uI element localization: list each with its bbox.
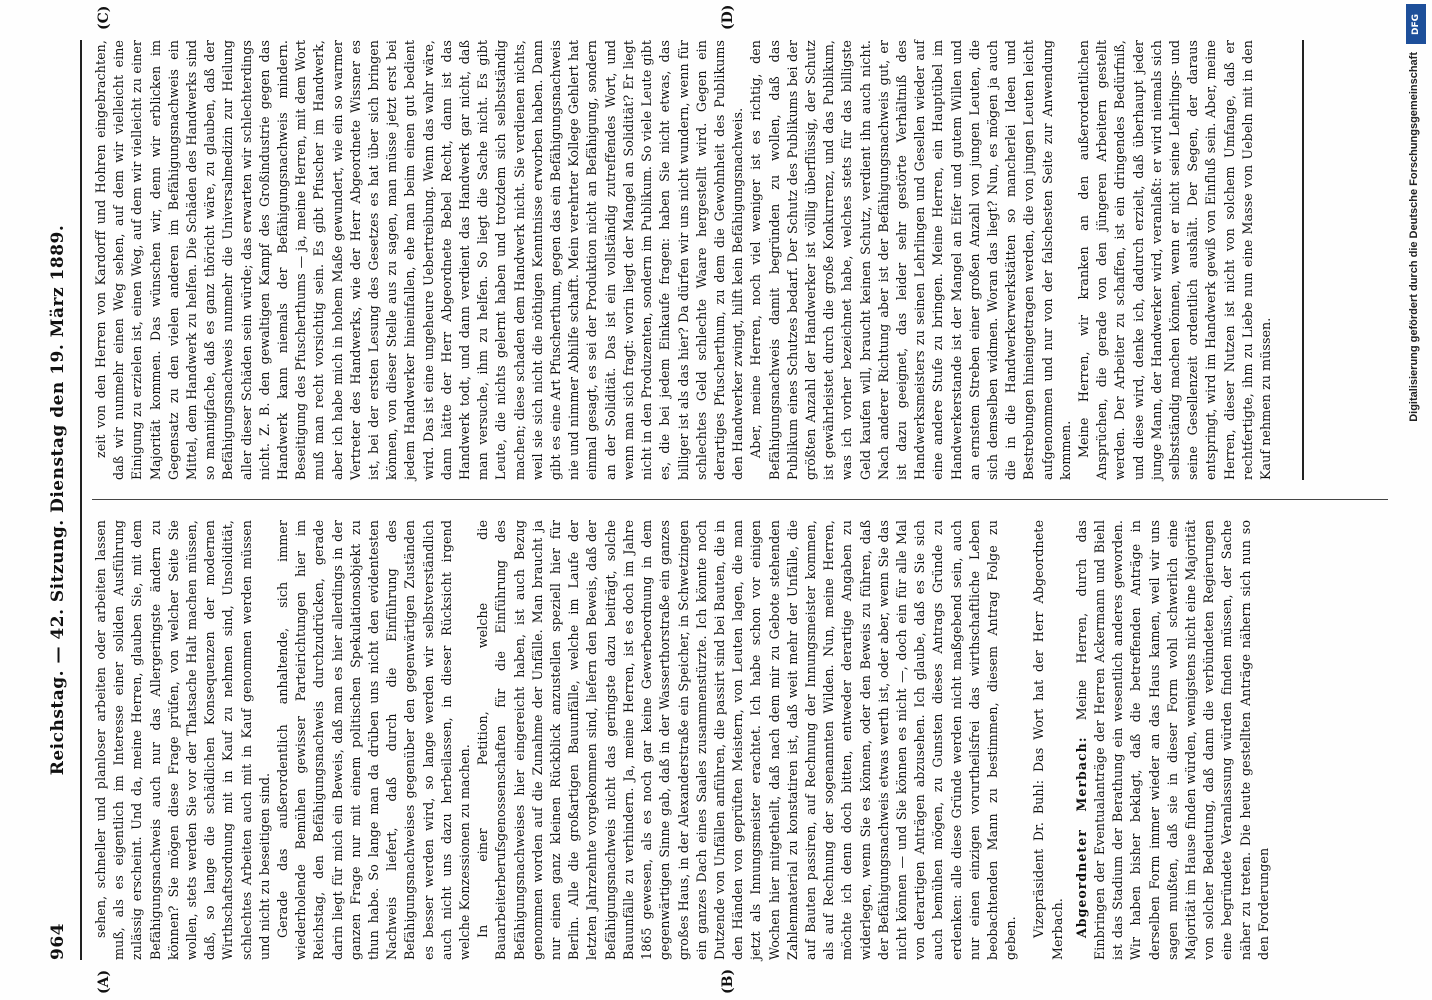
vice-president-announcement: Vizepräsident Dr. Buhl: Das Wort hat der Herr Abgeordnete Merbach. bbox=[1031, 520, 1065, 960]
header-rule bbox=[80, 40, 82, 960]
left-paragraph-2: Gerade das außerordentlich anhaltende, sich immer wiederholende Bemühen gewisser Parteirichtungen hier im Reichstag, den Befähigungsnachweis durchzudrücken, gerade darin liegt für mich ein Beweis, daß man es hier allerdings in der ganzen Frage nur mit einem politischen Spekulationsobjekt zu thun habe. So lange man da drüben uns nicht den evidentesten Nachweis liefert, daß durch die Einführung des Befähigungsnachweises gegenüber den gegenwärtigen Zuständen es besser werden wird, so lange werden wir selbstverständlich auch nicht uns dazu herbeilassen, in dieser Rücksicht irgend welche Konzessionen zu machen. bbox=[275, 520, 473, 960]
dfg-sidebar bbox=[1402, 0, 1432, 1000]
right-paragraph-1: zeit von den Herren von Kardorff und Hohren eingebrachten, daß wir nunmehr einen Weg sehen, auf dem wir vielleicht eine Einigung zu erzielen ist, einen Weg, auf dem wir vielleicht zu einer Majorität kommen. Das wünschen wir, denn wir erblicken im Gegensatz zu den vielen anderen im Befähigungsnachweis ein Mittel, dem Handwerk zu helfen. Die Schäden des Handwerks sind so mannigfache, daß es ganz thöricht wäre, zu glauben, daß der Befähigungsnachweis nunmehr die Universalmedizin zur Heilung aller dieser Schäden sein würde; das erwarten wir schlechterdings nicht. Z. B. den gewaltigen Kampf des Großindustrie gegen das Handwerk kann niemals der Befähigungsnachweis mindern. Beseitigung des Pfuscherthums — ja, meine Herren, mit dem Wort muß man recht vorsichtig sein. Es gibt Pfuscher im Handwerk, aber ich habe mich in hohem Maße gewundert, wie ein so warmer Vertreter des Handwerks, wie der Herr Abgeordnete Wissner es ist, bei der ersten Lesung des Gesetzes es hat über sich bringen können, von dieser Stelle aus zu sagen, man müsse jetzt erst bei jedem Handwerker hineinfallen, ehe man beim einen gut bedient wird. Das ist eine ungeheure Uebertreibung. Wenn das wahr wäre, dann hätte der Herr Abgeordnete Bebel Recht, dann ist das Handwerk todt, und dann verdient das Handwerk gar nicht, daß man versuche, ihm zu helfen. So liegt die Sache nicht. Es gibt Leute, die nichts gelernt haben und trotzdem sich selbstständig machen; diese schaden dem Handwerk nicht. Sie verdienen nichts, weil sie sich nicht die nöthigen Kenntnisse erworben haben. Dann gibt es eine Art Pfuscherthum, gegen das ein Befähigungsnachweis nie und nimmer Abhilfe schafft. Mein verehrter Kollege Gehlert hat einmal gesagt, es sei der Produktion nicht an Befähigung, sondern an der Solidität. Das ist ein vollständig zutreffendes Wort, und wenn man sich fragt: worin liegt der Mangel an Solidität? Er liegt nicht in den Produzenten, sondern im Publikum. So viele Leute gibt es, die bei jedem Einkaufe fragen: haben Sie nicht etwas, das billiger ist als das hier? Da dürfen wir uns nicht wundern, wenn für schlechtes Geld schlechte Waare hergestellt wird. Gegen ein derartiges Pfuscherthum, zu dem die Gewohnheit des Publikums den Handwerker zwingt, hilft kein Befähigungsnachweis. bbox=[93, 40, 746, 480]
right-column bbox=[92, 40, 1275, 480]
dfg-logo: DFG bbox=[1406, 4, 1426, 44]
page-number: 964 bbox=[48, 923, 68, 960]
digitization-credit: Digitalisierung gefördert durch die Deutsche Forschungsgemeinschaft bbox=[1408, 52, 1420, 422]
left-column bbox=[92, 520, 1273, 960]
speaker-name: Abgeordneter Merbach: bbox=[1073, 736, 1089, 938]
margin-marker-c: (C) bbox=[96, 5, 112, 30]
margin-marker-a: (A) bbox=[96, 969, 112, 994]
right-paragraph-3: Meine Herren, wir kranken an den außerordentlichen Ansprüchen, die gerade von den jüngeren Arbeitern gestellt werden. Der Arbeiter zu schaffen, ist ein dringendes Bedürfniß, und diese wird, denke ich, dadurch erzielt, daß überhaupt jeder junge Mann, der Handwerker wird, veranlaßt: er wird niemals sich selbstständig machen können, wenn er nicht seine Lehrlings- und seine Gesellenzeit ordentlich aushält. Der Segen, der daraus entspringt, wird im Handwerk gewiß von Einfluß sein. Aber, meine Herren, dieser Nutzen ist nicht von solchem Umfange, daß er rechtfertigte, ihm zu Liebe nun eine Masse von Uebeln mit in den Kauf nehmen zu müssen. bbox=[1075, 40, 1273, 480]
running-title: Reichstag. — 42. Sitzung. Dienstag den 19. März 1889. bbox=[48, 224, 68, 776]
speaker-paragraph bbox=[1073, 520, 1273, 960]
page-header bbox=[48, 40, 78, 960]
margin-marker-b: (B) bbox=[720, 968, 736, 994]
column-divider bbox=[92, 499, 1388, 500]
left-paragraph-1: sehen, schneller und planloser arbeiten oder arbeiten lassen muß, als es eigentlich im Interesse einer soliden Ausführung zulässig erscheint. Und da, meine Herren, glauben Sie, mit dem Befähigungsnachweis auch nur das Allergeringste ändern zu können? Sie mögen diese Frage prüfen, von welcher Seite Sie wollen, stets werden Sie vor der Thatsache Halt machen müssen, daß, so lange die schädlichen Konsequenzen der modernen Wirthschaftsordnung mit in Kauf zu nehmen sind, Unsolidität, schlechtes Arbeiten auch mit in Kauf genommen werden müssen und nicht zu beseitigen sind. bbox=[93, 520, 272, 960]
margin-marker-d: (D) bbox=[720, 4, 736, 30]
right-paragraph-2: Aber, meine Herren, noch viel weniger ist es richtig, den Befähigungsnachweis damit begründen zu wollen, daß das Publikum eines Schutzes bedarf. Der Schutz des Publikums bei der größten Anzahl der Handwerker ist völlig überflüssig, der Schutz ist gewährleistet durch die große Konkurrenz, und das Publikum, was ich vorher bezeichnet habe, welches stets für das billigste Geld kaufen will, braucht keinen Schutz, verdient ihn auch nicht. Nach anderer Richtung aber ist der Befähigungsnachweis gut, er ist dazu geeignet, das leider sehr gestörte Verhältniß des Handwerksmeisters zu seinen Lehrlingen und Gesellen wieder auf eine andere Stufe zu bringen. Meine Herren, ein Hauptübel im Handwerkerstande ist der Mangel an Eifer und gutem Willen und an ernstem Streben einer großen Anzahl von jungen Leuten, die sich demselben widmen. Woran das liegt? Nun, es mögen ja auch die in die Handwerkerwerkstätten so mancherlei Ideen und Bestrebungen hineingetragen werden, die von jungen Leuten leicht aufgenommen und nur von der falschesten Seite zur Anwendung kommen. bbox=[748, 40, 1073, 480]
left-paragraph-4: Meine Herren, durch das Einbringen der Eventualanträge der Herren Ackermann und Biehl ist das Stadium der Berathung ein wesentlich anderes geworden. Wir haben bisher beklagt, daß die betreffenden Anträge in derselben Form immer wieder an das Haus kamen, weil wir uns sagen mußten, daß sie in dieser Form wohl schwerlich eine Majorität im Hause finden würden, wenigstens nicht eine Majorität von solcher Bedeutung, daß dann die verbündeten Regierungen eine begründete Veranlassung würden finden müssen, der Sache näher zu treten. Die heute gestellten Anträge nähern sich nun so den Forderungen bbox=[1073, 520, 1271, 960]
section-end-rule bbox=[1302, 40, 1304, 480]
left-paragraph-3: In einer Petition, welche die Bauarbeiterberufsgenossenschaften für die Einführung des Befähigungsnachweises hier eingereicht haben, ist auch Bezug genommen worden auf die Zunahme der Unfälle. Man braucht ja nur einen ganz kleinen Rückblick anzustellen speziell hier für Berlin. Alle die großartigen Bauunfälle, welche im Laufe der letzten Jahrzehnte vorgekommen sind, liefern den Beweis, daß der Befähigungsnachweis nicht das geringste dazu beiträgt, solche Bauunfälle zu verhindern. Ja, meine Herren, ist es doch im Jahre 1865 gewesen, als es noch gar keine Gewerbeordnung in dem gegenwärtigen Sinne gab, daß in der Wasserthorstraße ein ganzes großes Haus, in der Alexanderstraße ein Speicher, in Schwetzingen ein ganzes Dach eines Saales zusammenstürzte. Ich könnte noch Dutzende von Unfällen anführen, die passirt sind bei Bauten, die in den Händen von geprüften Meistern, von Leuten lagen, die man jetzt als Innungsmeister erachtet. Ich habe schon vor einigen Wochen hier mitgetheilt, daß nach dem mir zu Gebote stehenden Zahlenmaterial zu konstatiren ist, daß weit mehr der Unfälle, die auf Bauten passiren, auf Rechnung der Innungsmeister kommen, als auf Rechnung der sogenannten Wilden. Nun, meine Herren, möchte ich denn doch bitten, entweder derartige Angaben zu widerlegen, wenn Sie es können, oder den Beweis zu führen, daß der Befähigungsnachweis etwas werth ist, oder aber, wenn Sie das nicht können — und Sie können es nicht —, doch ein für alle Mal von derartigen Anträgen abzusehen. Ich glaube, daß es Sie sich auch bemühen mögen, zu Gunsten dieses Antrags Gründe zu erdenken: alle diese Gründe werden nicht maßgebend sein, auch nur einen einzigen vorurtheilsfrei das wirthschaftliche Leben beobachtenden Mann zu bestimmen, diesem Antrag Folge zu geben. bbox=[475, 520, 1019, 960]
